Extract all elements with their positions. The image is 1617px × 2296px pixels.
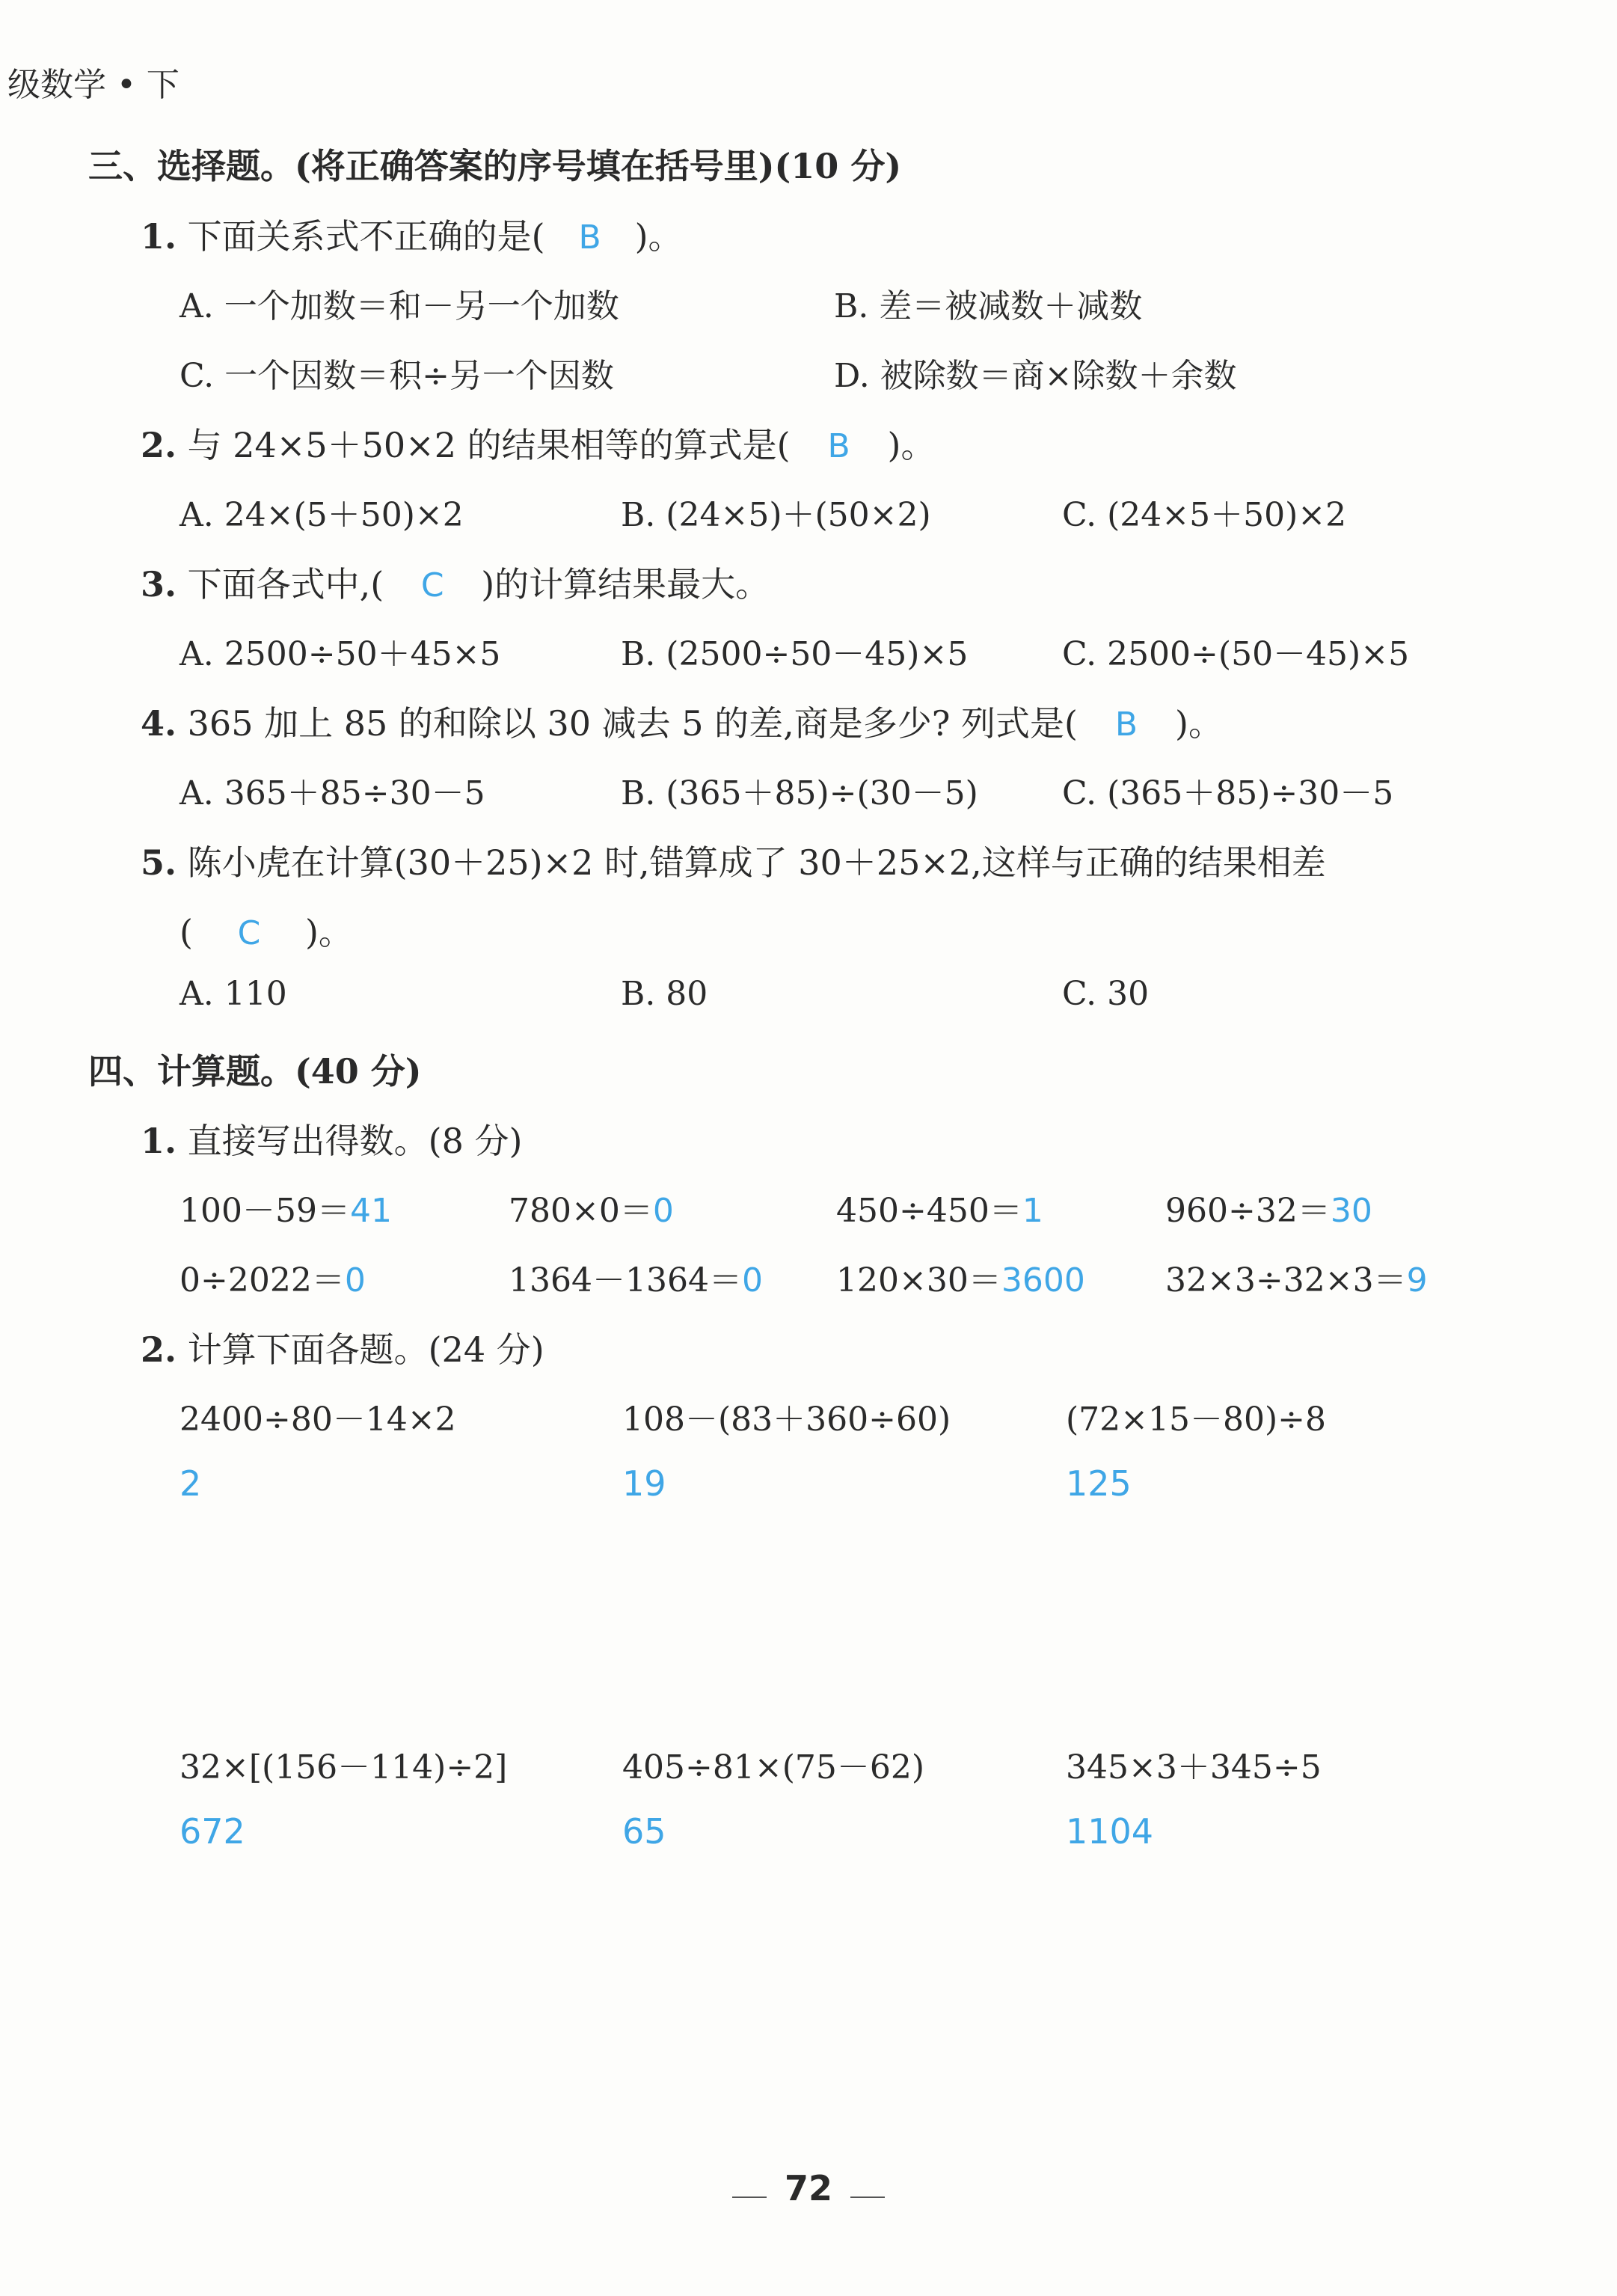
section3-title: 三、选择题。(将正确答案的序号填在括号里)(10 分)	[88, 146, 902, 186]
calc-answer[interactable]: 125	[1066, 1463, 1132, 1504]
q3-number: 3.	[141, 564, 177, 604]
q3-option-c: C. 2500÷(50－45)×5	[1062, 635, 1410, 673]
calc-answer[interactable]: 2	[180, 1463, 202, 1504]
calc-expression: 2400÷80－14×2	[180, 1400, 456, 1439]
mental-calc-expr: 32×3÷32×3＝	[1165, 1261, 1407, 1299]
q1-number: 1.	[141, 216, 177, 257]
q1-answer: B	[578, 218, 601, 257]
mental-calc-expr: 100－59＝	[180, 1192, 350, 1230]
calc-expression: 405÷81×(75－62)	[622, 1748, 925, 1787]
q4-answer-blank[interactable]	[1078, 703, 1175, 744]
q2-answer-blank[interactable]	[791, 425, 888, 465]
q3-option-b: B. (2500÷50－45)×5	[621, 635, 969, 673]
q5-option-c: C. 30	[1062, 975, 1150, 1013]
q2-answer: B	[827, 427, 850, 465]
calc-answer[interactable]: 65	[622, 1811, 666, 1852]
footer-dash-left	[732, 2196, 767, 2198]
page-footer	[0, 2168, 1617, 2208]
q4-text-before: 365 加上 85 的和除以 30 减去 5 的差,商是多少? 列式是(	[187, 703, 1078, 744]
q2-number: 2.	[141, 425, 177, 465]
q3-text-before: 下面各式中,(	[187, 564, 384, 604]
q4-text-after: )。	[1175, 703, 1223, 744]
q4-stem	[141, 697, 1223, 746]
q1-option-b: B. 差＝被减数＋减数	[834, 287, 1143, 325]
q2-stem	[141, 418, 936, 468]
q3-answer: C	[420, 566, 444, 604]
q5-text-after: )。	[304, 912, 353, 952]
q5-answer-line	[180, 905, 353, 955]
q5-option-b: B. 80	[621, 975, 708, 1013]
q5-number: 5.	[141, 842, 177, 883]
mental-calc-answer[interactable]: 9	[1406, 1261, 1428, 1299]
q5-text-line1: 陈小虎在计算(30＋25)×2 时,错算成了 30＋25×2,这样与正确的结果相差	[187, 842, 1326, 883]
mental-calc-expr: 1364－1364＝	[509, 1261, 742, 1299]
q1-option-a: A. 一个加数＝和－另一个加数	[180, 287, 619, 325]
calc-expression: 108－(83＋360÷60)	[622, 1400, 951, 1439]
q1-option-d: D. 被除数＝商×除数＋余数	[834, 357, 1237, 395]
page-number: 72	[784, 2168, 832, 2208]
q5-stem	[141, 836, 1326, 885]
part1-number: 1.	[141, 1121, 177, 1161]
q1-text-after: )。	[634, 216, 683, 257]
mental-calc-answer[interactable]: 0	[741, 1261, 763, 1299]
q4-option-a: A. 365＋85÷30－5	[180, 774, 485, 812]
mental-calc-answer[interactable]: 30	[1330, 1192, 1372, 1230]
part2-title: 计算下面各题。(24 分)	[187, 1329, 544, 1370]
q2-option-c: C. (24×5＋50)×2	[1062, 496, 1347, 534]
mental-calc-expr: 450÷450＝	[836, 1192, 1022, 1230]
q3-answer-blank[interactable]	[384, 564, 481, 604]
mental-calc-answer[interactable]: 0	[652, 1192, 674, 1230]
q3-stem	[141, 557, 770, 607]
calc-answer[interactable]: 1104	[1066, 1811, 1154, 1852]
mental-calc-expr: 120×30＝	[836, 1261, 1001, 1299]
mental-calc-answer[interactable]: 1	[1022, 1192, 1043, 1230]
mental-calc-item	[836, 1253, 1085, 1301]
q5-answer: C	[237, 914, 261, 952]
calc-expression: 345×3＋345÷5	[1066, 1748, 1322, 1787]
q1-answer-blank[interactable]	[545, 216, 635, 257]
footer-dash-right	[850, 2196, 885, 2198]
q3-option-a: A. 2500÷50＋45×5	[180, 635, 501, 673]
mental-calc-item	[180, 1184, 392, 1231]
mental-calc-expr: 780×0＝	[509, 1192, 653, 1230]
q1-stem	[141, 209, 683, 259]
q2-text-after: )。	[887, 425, 936, 465]
q5-answer-blank[interactable]	[193, 912, 305, 952]
q2-option-a: A. 24×(5＋50)×2	[180, 496, 464, 534]
q4-option-c: C. (365＋85)÷30－5	[1062, 774, 1394, 812]
part1-title-line	[141, 1114, 522, 1163]
mental-calc-item	[180, 1253, 366, 1301]
q1-option-c: C. 一个因数＝积÷另一个因数	[180, 357, 614, 395]
q5-option-a: A. 110	[180, 975, 287, 1013]
mental-calc-item	[509, 1253, 763, 1301]
mental-calc-expr: 960÷32＝	[1165, 1192, 1331, 1230]
mental-calc-item	[836, 1184, 1043, 1231]
q3-text-after: )的计算结果最大。	[481, 564, 770, 604]
page-header: 级数学 • 下	[7, 66, 180, 104]
calc-answer[interactable]: 672	[180, 1811, 245, 1852]
calc-expression: (72×15－80)÷8	[1066, 1400, 1327, 1439]
mental-calc-expr: 0÷2022＝	[180, 1261, 345, 1299]
part2-number: 2.	[141, 1329, 177, 1370]
part1-title: 直接写出得数。(8 分)	[187, 1121, 523, 1161]
calc-answer[interactable]: 19	[622, 1463, 666, 1504]
mental-calc-item	[1165, 1184, 1372, 1231]
q2-option-b: B. (24×5)＋(50×2)	[621, 496, 931, 534]
mental-calc-item	[509, 1184, 674, 1231]
mental-calc-item	[1165, 1253, 1428, 1301]
q1-text-before: 下面关系式不正确的是(	[187, 216, 545, 257]
section4-title: 四、计算题。(40 分)	[88, 1051, 422, 1092]
mental-calc-answer[interactable]: 41	[349, 1192, 392, 1230]
q4-option-b: B. (365＋85)÷(30－5)	[621, 774, 978, 812]
q4-number: 4.	[141, 703, 177, 744]
q5-text-before: (	[180, 912, 193, 952]
calc-expression: 32×[(156－114)÷2]	[180, 1748, 508, 1787]
mental-calc-answer[interactable]: 0	[344, 1261, 366, 1299]
part2-title-line	[141, 1323, 544, 1372]
q4-answer: B	[1114, 705, 1138, 744]
q2-text-before: 与 24×5＋50×2 的结果相等的算式是(	[187, 425, 791, 465]
mental-calc-answer[interactable]: 3600	[1001, 1261, 1085, 1299]
